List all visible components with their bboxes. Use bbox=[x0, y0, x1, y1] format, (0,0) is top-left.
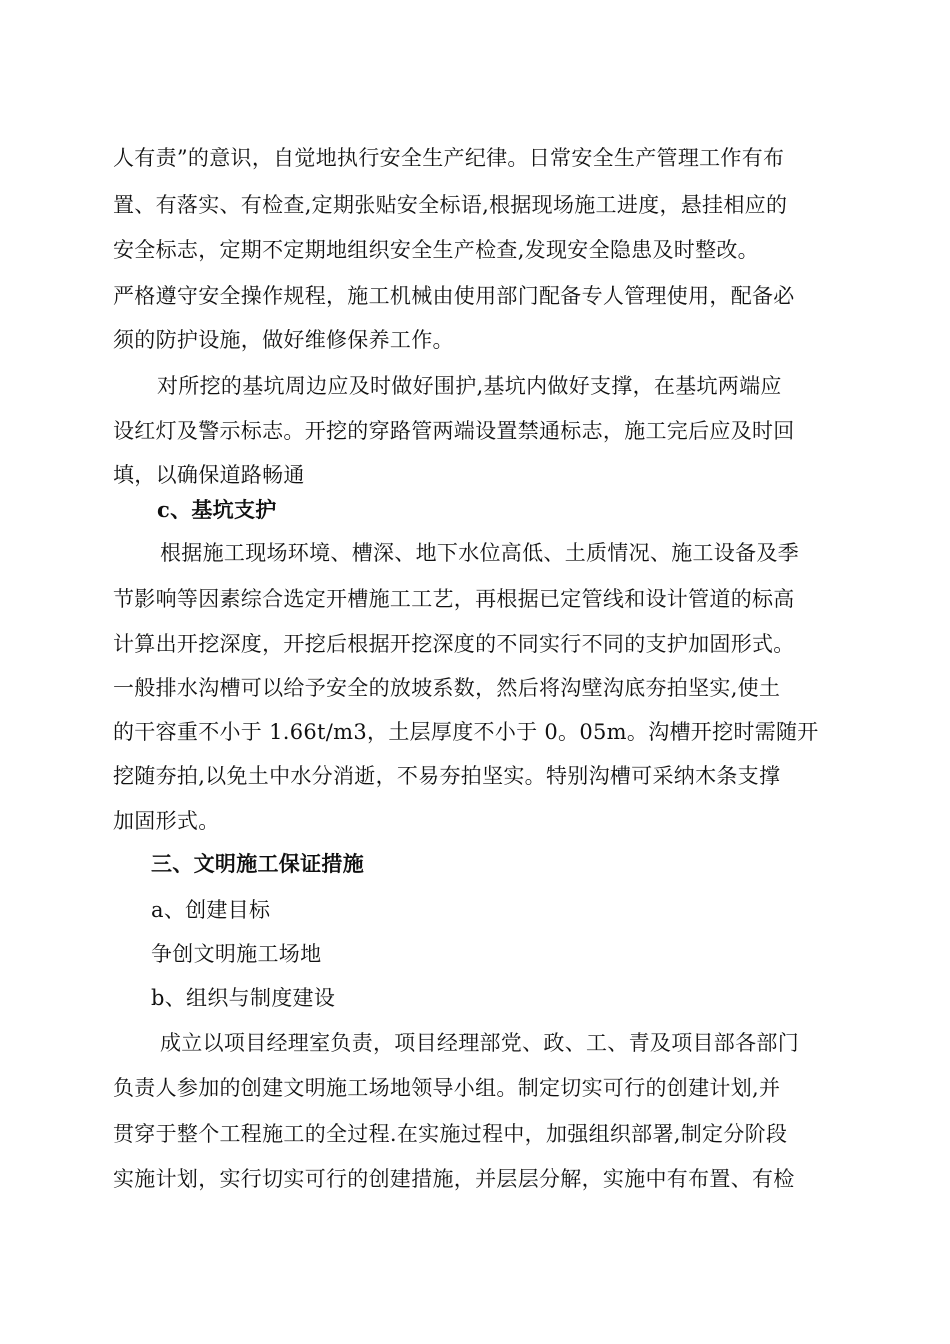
text-line-6: 对所挖的基坑周边应及时做好围护,基坑内做好支撑，在基坑两端应 bbox=[157, 374, 782, 398]
text-line-16: 加固形式。 bbox=[113, 809, 220, 833]
text-line-24: 实施计划，实行切实可行的创建措施，并层层分解，实施中有布置、有检 bbox=[113, 1167, 795, 1191]
text-line-1: 人有责”的意识，自觉地执行安全生产纪律。日常安全生产管理工作有布 bbox=[113, 146, 785, 170]
text-line-10: 根据施工现场环境、槽深、地下水位高低、土质情况、施工设备及季 bbox=[160, 541, 799, 565]
text-line-23: 贯穿于整个工程施工的全过程.在实施过程中，加强组织部署,制定分阶段 bbox=[113, 1122, 788, 1146]
text-line-13: 一般排水沟槽可以给予安全的放坡系数，然后将沟壁沟底夯拍坚实,使土 bbox=[113, 676, 781, 700]
section-heading-c: c、基坑支护 bbox=[157, 497, 277, 522]
subheading-b: b、组织与制度建设 bbox=[151, 986, 336, 1010]
text-line-8: 填，以确保道路畅通 bbox=[113, 463, 305, 487]
text-line-4: 严格遵守安全操作规程，施工机械由使用部门配备专人管理使用，配备必 bbox=[113, 284, 795, 308]
text-line-15: 挖随夯拍,以免土中水分消逝，不易夯拍坚实。特别沟槽可采纳木条支撑 bbox=[113, 764, 781, 788]
text-line-7: 设红灯及警示标志。开挖的穿路管两端设置禁通标志，施工完后应及时回 bbox=[113, 419, 795, 443]
text-line-14: 的干容重不小于 1.66t/m3，土层厚度不小于 0。05m。沟槽开挖时需随开 bbox=[113, 720, 819, 744]
text-line-5: 须的防护设施，做好维修保养工作。 bbox=[113, 328, 454, 352]
subheading-a: a、创建目标 bbox=[151, 898, 271, 922]
text-line-2: 置、有落实、有检查,定期张贴安全标语,根据现场施工进度，悬挂相应的 bbox=[113, 193, 788, 217]
section-heading-3: 三、文明施工保证措施 bbox=[151, 851, 364, 876]
text-line-3: 安全标志，定期不定期地组织安全生产检查,发现安全隐患及时整改。 bbox=[113, 238, 759, 262]
text-line-21: 成立以项目经理室负责，项目经理部党、政、工、青及项目部各部门 bbox=[160, 1031, 799, 1055]
text-line-19: 争创文明施工场地 bbox=[151, 942, 322, 966]
text-line-22: 负责人参加的创建文明施工场地领导小组。制定切实可行的创建计划,并 bbox=[113, 1076, 781, 1100]
text-line-11: 节影响等因素综合选定开槽施工工艺，再根据已定管线和设计管道的标高 bbox=[113, 587, 795, 611]
text-line-12: 计算出开挖深度，开挖后根据开挖深度的不同实行不同的支护加固形式。 bbox=[113, 632, 795, 656]
